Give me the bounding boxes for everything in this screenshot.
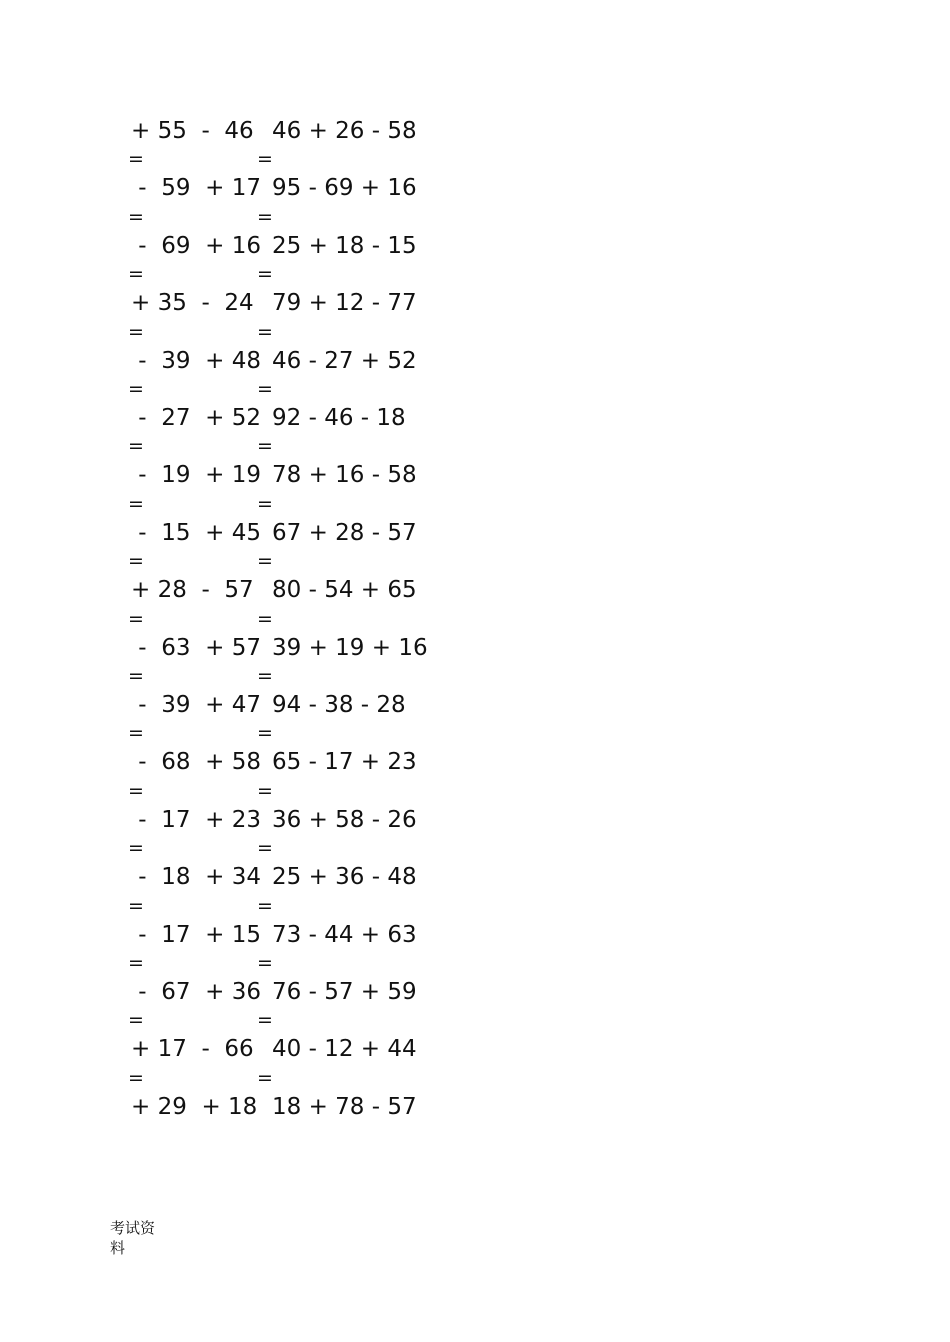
expression-left: - 39 + 48 [131, 347, 261, 374]
exercise-row [0, 1066, 420, 1152]
equals-sign-right: = [257, 1066, 273, 1089]
exercise-row [0, 607, 428, 693]
exercise-row [0, 665, 420, 750]
exercise-row [0, 378, 420, 463]
expression-left: - 59 + 17 [131, 175, 261, 202]
expression-left: - 63 + 57 [131, 634, 261, 661]
equals-sign-left: = [128, 779, 144, 802]
equals-sign-left: = [128, 492, 144, 515]
equals-sign-right: = [257, 492, 273, 515]
equals-sign-right: = [257, 665, 273, 687]
equals-sign-right: = [257, 550, 273, 573]
equals-sign-left: = [128, 148, 144, 171]
expression-left: + 29 + 18 [131, 1093, 258, 1120]
expression-left: + 17 - 66 [131, 1036, 254, 1063]
expression-right: 65 - 17 + 23 [272, 749, 417, 776]
expression-left: + 35 - 24 [131, 290, 254, 317]
exercise-row [0, 435, 420, 520]
exercise-row [0, 320, 420, 406]
equals-sign-right: = [257, 320, 273, 343]
equals-sign-left: = [128, 1009, 144, 1032]
equals-sign-right: = [257, 722, 273, 745]
expression-left: - 19 + 19 [131, 462, 261, 489]
expression-left: - 39 + 47 [131, 692, 261, 718]
equals-sign-right: = [257, 837, 273, 860]
equals-sign-right: = [257, 263, 273, 286]
equals-sign-left: = [128, 837, 144, 860]
equals-sign-left: = [128, 894, 144, 917]
expression-left: - 17 + 23 [131, 806, 261, 833]
expression-right: 39 + 19 + 16 [272, 634, 428, 661]
expression-right: 92 - 46 - 18 [272, 405, 406, 431]
expression-left: - 67 + 36 [131, 979, 261, 1005]
expression-left: - 15 + 45 [131, 519, 261, 546]
equals-sign-right: = [257, 205, 273, 228]
exercise-row [0, 550, 420, 635]
expression-left: - 18 + 34 [131, 864, 261, 891]
expression-left: - 69 + 16 [131, 232, 261, 259]
exercise-row [0, 1009, 420, 1094]
equals-sign-left: = [128, 320, 144, 343]
equals-sign-left: = [128, 722, 144, 745]
equals-sign-left: = [128, 665, 144, 687]
equals-sign-left: = [128, 205, 144, 228]
equals-sign-right: = [257, 894, 273, 917]
equals-sign-left: = [128, 550, 144, 573]
expression-left: + 28 - 57 [131, 577, 254, 604]
exercise-row [0, 263, 420, 348]
expression-right: 36 + 58 - 26 [272, 806, 417, 833]
equals-sign-right: = [257, 779, 273, 802]
equals-sign-right: = [257, 148, 273, 171]
expression-right: 73 - 44 + 63 [272, 921, 417, 948]
exercise-row [0, 722, 420, 807]
expression-left: - 27 + 52 [131, 405, 261, 431]
exercise-row [0, 894, 420, 980]
expression-left: + 55 - 46 [131, 118, 254, 144]
expression-right: 25 + 36 - 48 [272, 864, 417, 891]
expression-left: - 68 + 58 [131, 749, 261, 776]
expression-left: - 17 + 15 [131, 921, 261, 948]
footer-text: 考试资料 [110, 1219, 156, 1257]
expression-right: 95 - 69 + 16 [272, 175, 417, 202]
equals-sign-right: = [257, 1009, 273, 1032]
equals-sign-left: = [128, 263, 144, 286]
exercise-row [0, 837, 420, 922]
equals-sign-right: = [257, 378, 273, 400]
expression-right: 25 + 18 - 15 [272, 232, 417, 259]
exercise-row [0, 148, 420, 233]
exercise-row [0, 779, 420, 865]
expression-right: 94 - 38 - 28 [272, 692, 406, 718]
exercise-row [0, 952, 420, 1037]
exercise-row [0, 205, 420, 291]
equals-sign-left: = [128, 1066, 144, 1089]
expression-right: 76 - 57 + 59 [272, 979, 417, 1005]
expression-right: 78 + 16 - 58 [272, 462, 417, 489]
expression-right: 67 + 28 - 57 [272, 519, 417, 546]
expression-right: 46 - 27 + 52 [272, 347, 417, 374]
expression-right: 46 + 26 - 58 [272, 118, 417, 144]
expression-right: 40 - 12 + 44 [272, 1036, 417, 1063]
equals-sign-left: = [128, 435, 144, 458]
equals-sign-right: = [257, 952, 273, 974]
expression-right: 79 + 12 - 77 [272, 290, 417, 317]
equals-sign-right: = [257, 607, 273, 630]
exercise-row [0, 492, 420, 578]
exercise-row [0, 118, 420, 176]
expression-right: 80 - 54 + 65 [272, 577, 417, 604]
expression-right: 18 + 78 - 57 [272, 1093, 417, 1120]
equals-sign-left: = [128, 607, 144, 630]
equals-sign-right: = [257, 435, 273, 458]
equals-sign-left: = [128, 378, 144, 400]
equals-sign-left: = [128, 952, 144, 974]
